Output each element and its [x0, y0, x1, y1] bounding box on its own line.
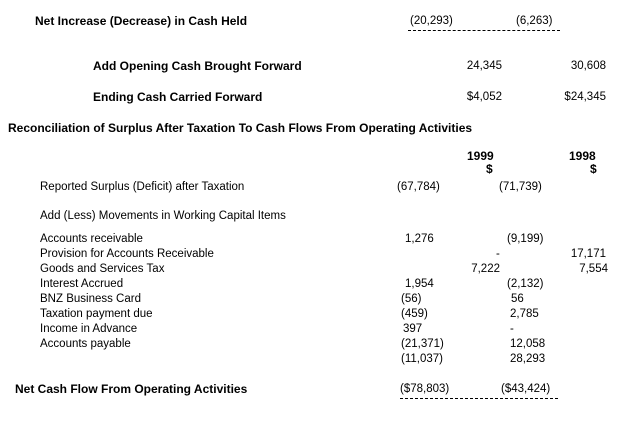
- item-value-1999: -: [496, 248, 500, 260]
- item-value-1999: 7,222: [471, 263, 500, 275]
- opening-cash-label: Add Opening Cash Brought Forward: [93, 59, 302, 73]
- net-operating-label: Net Cash Flow From Operating Activities: [15, 382, 248, 396]
- subtotal-1999: (11,037): [401, 353, 443, 365]
- item-value-1998: 7,554: [579, 263, 608, 275]
- item-value-1998: (9,199): [507, 233, 544, 245]
- item-value-1998: -: [510, 323, 514, 335]
- item-label: Goods and Services Tax: [40, 263, 165, 275]
- item-value-1999: (21,371): [401, 338, 444, 350]
- net-operating-1999: ($78,803): [400, 383, 450, 395]
- net-increase-label: Net Increase (Decrease) in Cash Held: [35, 14, 248, 28]
- item-label: Taxation payment due: [40, 308, 153, 320]
- movements-heading: Add (Less) Movements in Working Capital Items: [40, 210, 286, 222]
- item-label: Provision for Accounts Receivable: [40, 248, 214, 260]
- item-value-1999: 1,276: [405, 233, 434, 245]
- ending-cash-1999: $4,052: [466, 91, 502, 103]
- item-label: Accounts payable: [40, 338, 131, 350]
- dashed-rule: [400, 398, 558, 399]
- item-label: BNZ Business Card: [40, 293, 141, 305]
- item-value-1999: (459): [401, 308, 428, 320]
- reported-surplus-1998: (71,739): [499, 181, 542, 193]
- item-value-1999: 1,954: [405, 278, 434, 290]
- ending-cash-label: Ending Cash Carried Forward: [93, 90, 263, 104]
- dashed-rule: [408, 30, 560, 31]
- opening-cash-1999: 24,345: [466, 60, 502, 72]
- subtotal-1998: 28,293: [510, 353, 546, 365]
- currency-1998: $: [590, 162, 597, 176]
- net-increase-1999: (20,293): [410, 15, 453, 27]
- item-label: Income in Advance: [40, 323, 138, 335]
- reconciliation-title: Reconciliation of Surplus After Taxation To Cash Flows From Operating Activities: [8, 121, 473, 135]
- item-value-1999: (56): [401, 293, 422, 305]
- year-1998-header: 1998: [569, 149, 596, 163]
- net-increase-1998: (6,263): [516, 15, 553, 27]
- currency-1999: $: [486, 162, 493, 176]
- net-operating-1998: ($43,424): [501, 383, 551, 395]
- ending-cash-1998: $24,345: [564, 91, 606, 103]
- item-value-1998: 17,171: [570, 248, 606, 260]
- reported-surplus-label: Reported Surplus (Deficit) after Taxation: [40, 181, 245, 193]
- item-value-1998: 56: [511, 293, 524, 305]
- year-1999-header: 1999: [467, 149, 494, 163]
- item-value-1998: (2,132): [507, 278, 544, 290]
- item-label: Accounts receivable: [40, 233, 143, 245]
- item-label: Interest Accrued: [40, 278, 124, 290]
- item-value-1998: 12,058: [510, 338, 546, 350]
- item-value-1998: 2,785: [510, 308, 539, 320]
- reported-surplus-1999: (67,784): [397, 181, 440, 193]
- item-value-1999: 397: [403, 323, 423, 335]
- opening-cash-1998: 30,608: [570, 60, 606, 72]
